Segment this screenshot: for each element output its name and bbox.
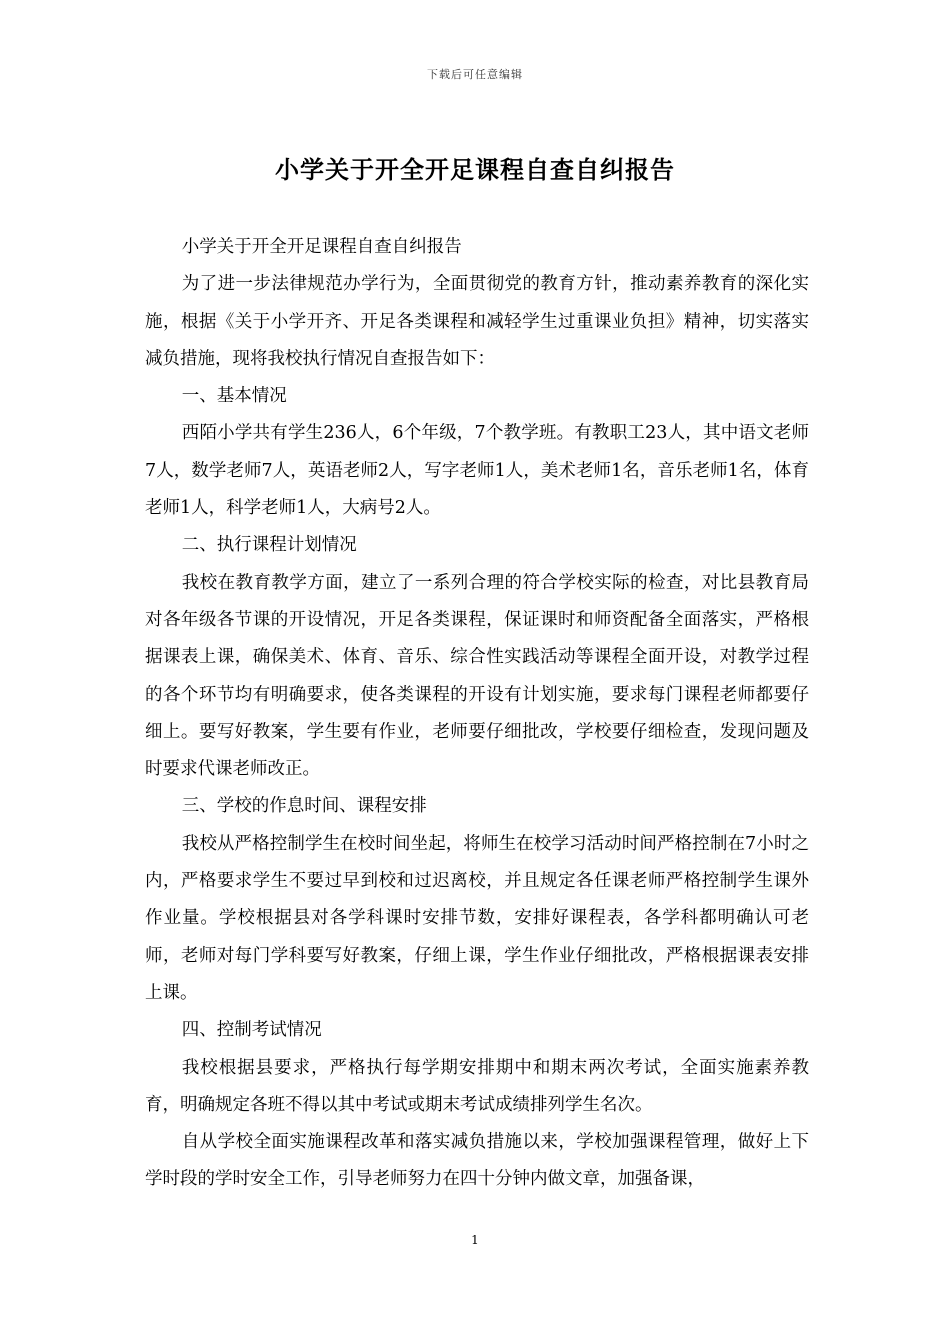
- page-number: 1: [471, 1233, 479, 1247]
- section-heading-exams: 四、控制考试情况: [181, 1020, 322, 1041]
- section-heading-basic: 一、基本情况: [181, 386, 287, 407]
- paragraph-schedule: 我校从严格控制学生在校时间坐起，将师生在校学习活动时间严格控制在7小时之内，严格要求学生不要过早到校和过迟离校，并且规定各任课老师严格控制学生课外作业量。学校根据县对各学科课时安排节数，安排好课程表，各学科都明确认可老师，老师对每门学科要写好教案，仔细上课，学生作业仔细批改，严格根据课表安排上课。: [145, 833, 809, 1003]
- header-note: 下载后可任意编辑: [427, 68, 523, 81]
- paragraph-reform: 自从学校全面实施课程改革和落实减负措施以来，学校加强课程管理，做好上下学时段的学时安全工作，引导老师努力在四十分钟内做文章，加强备课，: [145, 1132, 809, 1190]
- paragraph-subtitle: 小学关于开全开足课程自查自纠报告: [181, 237, 462, 257]
- document-body: [145, 229, 809, 1199]
- paragraph-curriculum: 我校在教育教学方面，建立了一系列合理的符合学校实际的检查，对比县教育局对各年级各节课的开设情况，开足各类课程，保证课时和师资配备全面落实，严格根据课表上课，确保美术、体育、音乐、综合性实践活动等课程全面开设，对教学过程的各个环节均有明确要求，使各类课程的开设有计划实施，要求每门课程老师都要仔细上。要写好教案，学生要有作业，老师要仔细批改，学校要仔细检查，发现问题及时要求代课老师改正。: [145, 572, 809, 780]
- section-heading-curriculum: 二、执行课程计划情况: [181, 535, 357, 556]
- document-title: 小学关于开全开足课程自查自纠报告: [275, 155, 675, 184]
- paragraph-basic: 西陌小学共有学生236人，6个年级，7个教学班。有教职工23人，其中语文老师7人，数学老师7人，英语老师2人，写字老师1人，美术老师1名，音乐老师1名，体育老师1人，科学老师1人，大病号2人。: [145, 423, 809, 519]
- paragraph-intro: 为了进一步法律规范办学行为，全面贯彻党的教育方针，推动素养教育的深化实施，根据《关于小学开齐、开足各类课程和减轻学生过重课业负担》精神，切实落实减负措施，现将我校执行情况自查报告如下：: [145, 274, 809, 369]
- paragraph-exams: 我校根据县要求，严格执行每学期安排期中和期末两次考试，全面实施素养教育，明确规定各班不得以其中考试或期末考试成绩排列学生名次。: [145, 1057, 809, 1115]
- section-heading-schedule: 三、学校的作息时间、课程安排: [181, 796, 427, 817]
